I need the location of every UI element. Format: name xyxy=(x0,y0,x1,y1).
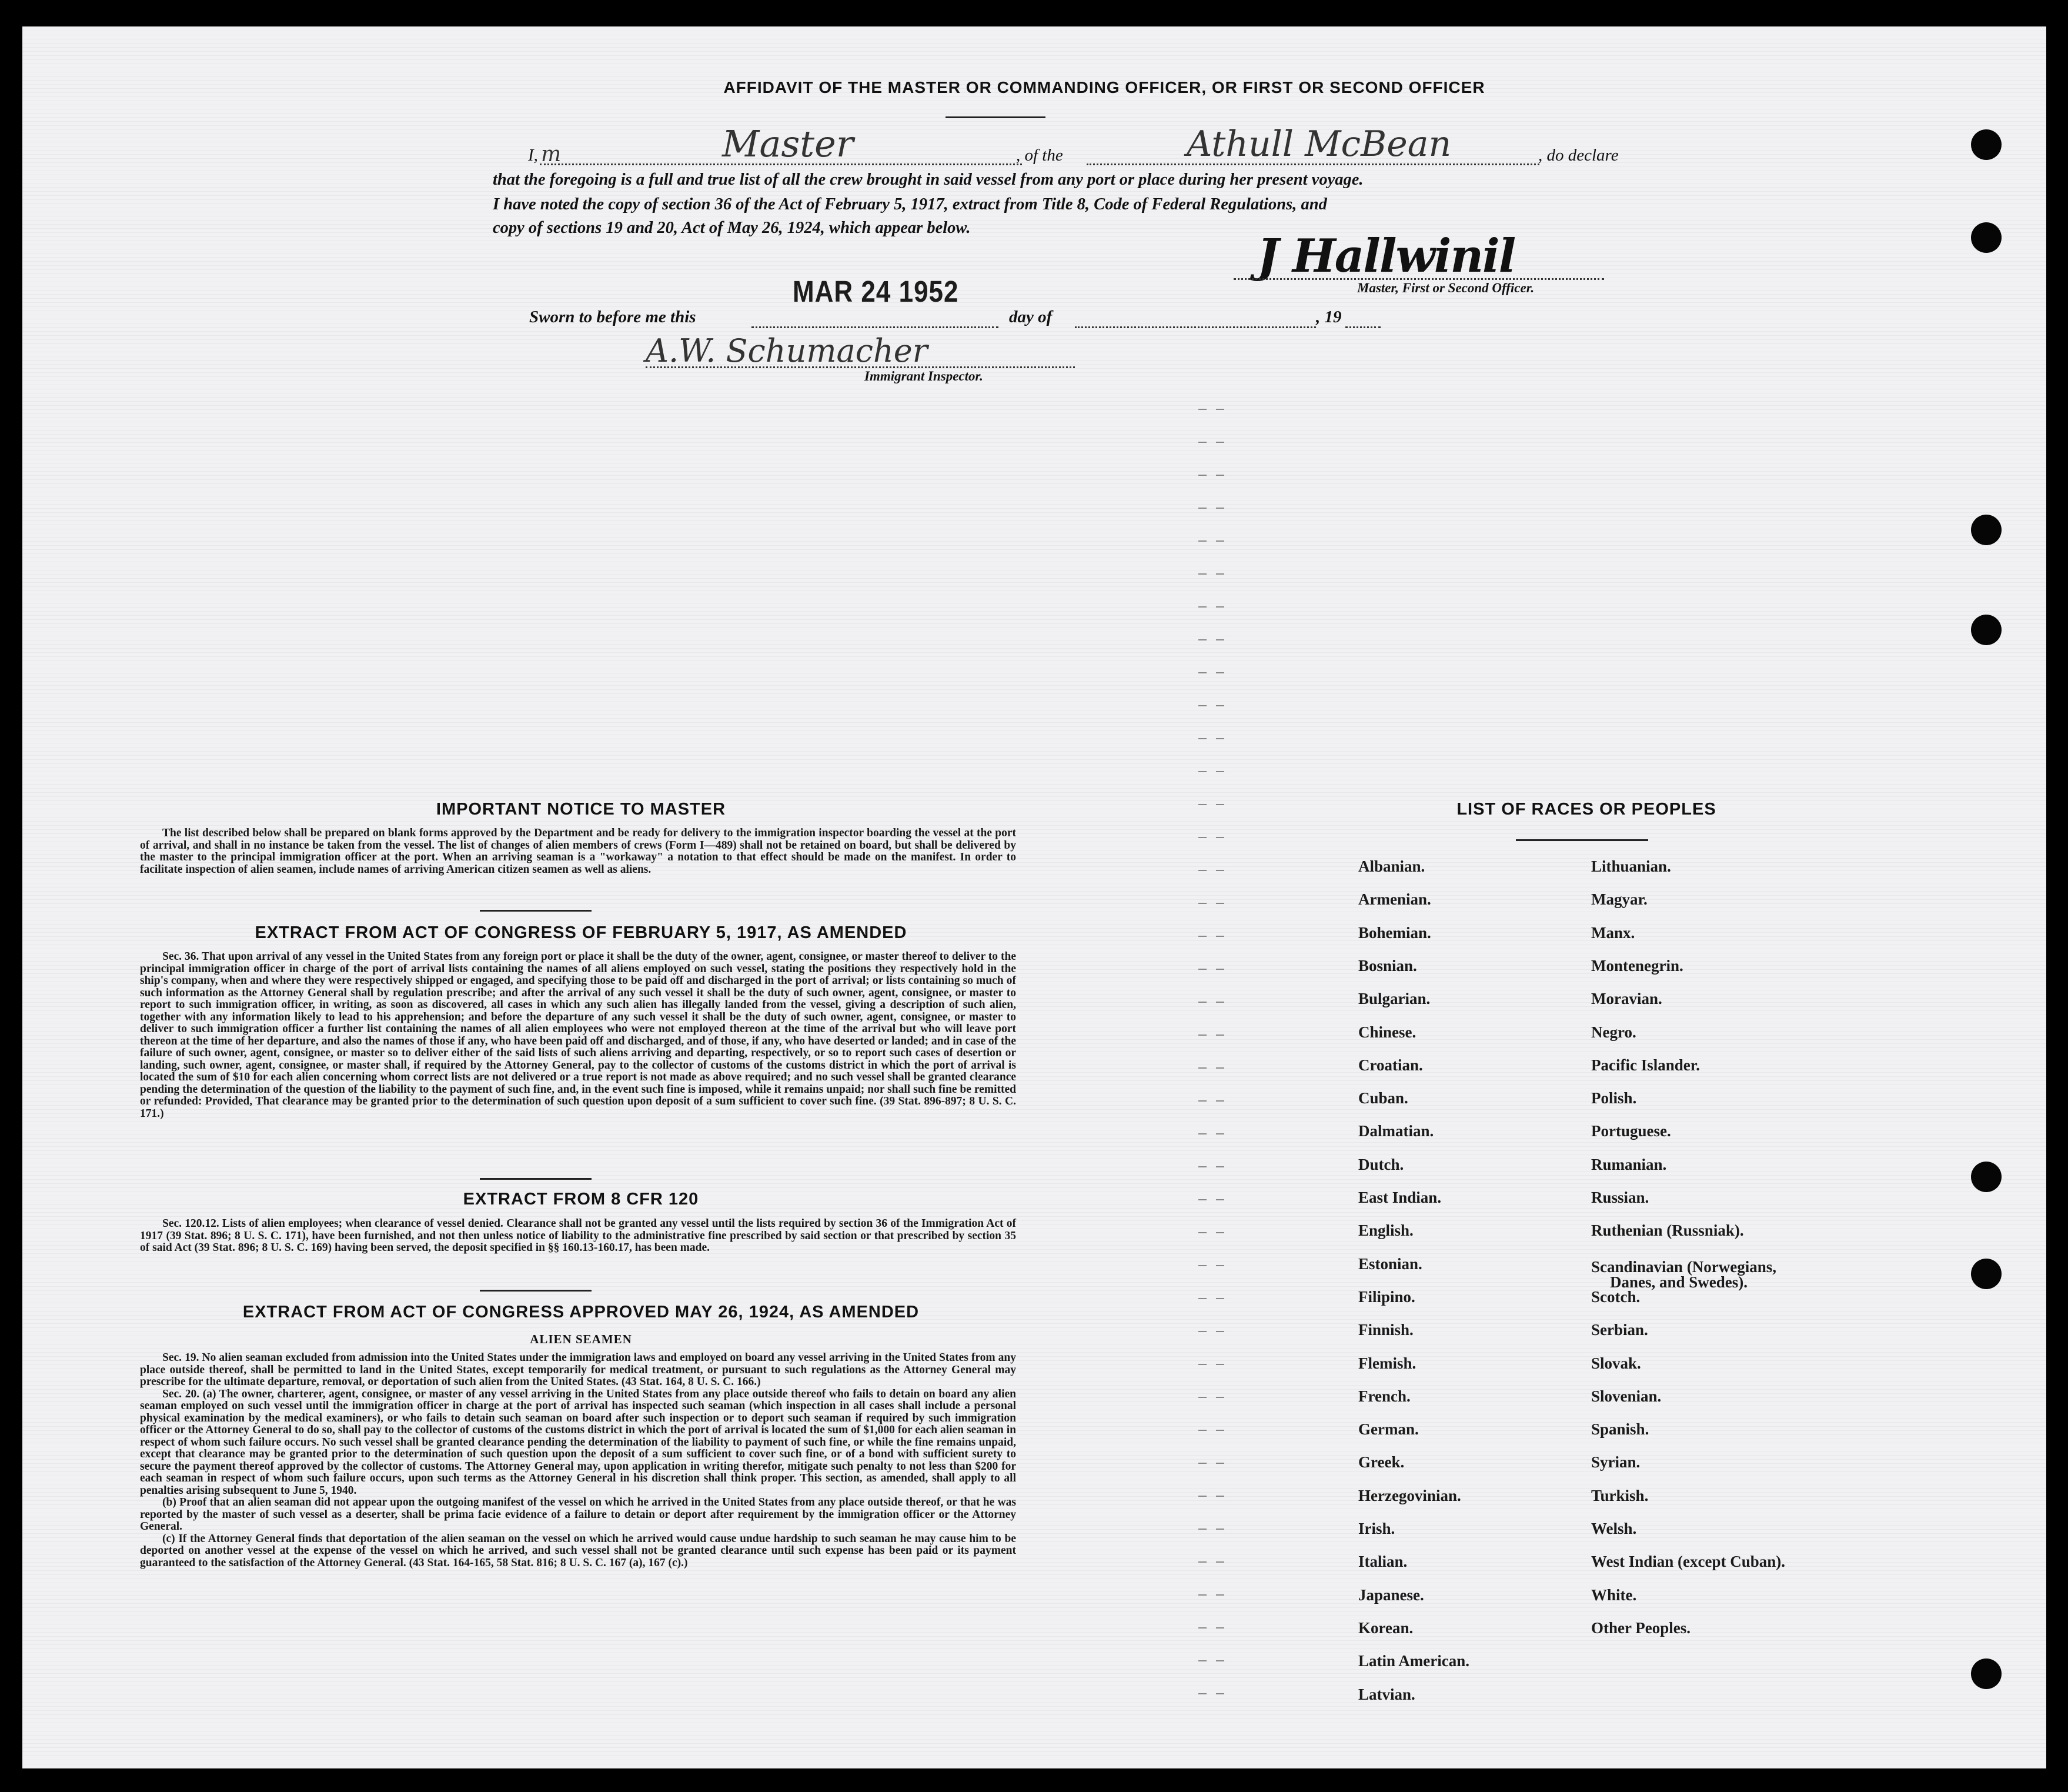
tick-mark xyxy=(1198,1199,1207,1200)
race-item: Moravian. xyxy=(1591,990,1662,1008)
tick-mark xyxy=(1198,1561,1207,1563)
sec20a-paragraph: Sec. 20. (a) The owner, charterer, agent, consignee, or master of any vessel arriving in the United States from any place outside thereof who fails to detain on board any alien seaman employed on such vessel until the immigration officer in charge at the port of arrival has inspected such seaman (which inspection in all cases shall include a personal physical examination by the medical examiners), or who fails to detain such seaman on board after such inspection or to deport such seaman if required by such immigration officer or the Attorney General to do so, shall pay to the collector of customs of the customs district in which the port of arrival is located the sum of $1,000 for each alien seaman in respect of whom such failure occurs. No such vessel shall be granted clearance pending the determination of the liability to payment of such fine, or while the fine remains unpaid, except that clearance may be granted prior to the determination of such question upon the deposit of a sum sufficient to cover such fine, or of a bond with sufficient surety to secure the payment thereof approved by the collector of customs. The Attorney General may, upon application in writing therefor, mitigate such penalty to not less than $200 for each seaman in respect of whom such failure occurs, upon such terms as the Attorney General in his discretion shall think proper. This section, as amended, shall apply to all penalties arising subsequent to June 5, 1940. xyxy=(140,1387,1016,1497)
race-item: Finnish. xyxy=(1358,1321,1414,1339)
race-item: Latin American. xyxy=(1358,1652,1469,1670)
tick-mark xyxy=(1216,409,1224,410)
tick-mark xyxy=(1216,1463,1224,1464)
tick-mark xyxy=(1198,705,1207,706)
race-item: Serbian. xyxy=(1591,1321,1648,1339)
tick-mark xyxy=(1216,639,1224,640)
race-item: German. xyxy=(1358,1420,1419,1439)
tick-mark xyxy=(1198,1002,1207,1003)
race-item: Filipino. xyxy=(1358,1287,1415,1306)
section-rule xyxy=(480,1290,592,1292)
race-item: Russian. xyxy=(1591,1189,1649,1206)
punch-hole xyxy=(1971,1259,2002,1289)
race-item: Slovak. xyxy=(1591,1354,1641,1372)
tick-mark xyxy=(1198,573,1207,575)
race-item: English. xyxy=(1358,1222,1414,1240)
tick-mark xyxy=(1198,1496,1207,1497)
tick-mark xyxy=(1198,1430,1207,1431)
master-caption: Master, First or Second Officer. xyxy=(1357,281,1535,295)
race-item: Cuban. xyxy=(1358,1089,1408,1107)
race-item: Danes, and Swedes). xyxy=(1610,1273,1748,1291)
races-title: LIST OF RACES OR PEOPLES xyxy=(1456,800,1716,819)
tick-mark xyxy=(1198,1529,1207,1530)
tick-mark xyxy=(1216,1430,1224,1431)
affidavit-line1 xyxy=(22,122,2046,171)
race-item: Scotch. xyxy=(1591,1287,1641,1306)
tick-mark xyxy=(1198,1627,1207,1629)
section-rule xyxy=(480,910,592,912)
tick-mark xyxy=(1216,1232,1224,1233)
tick-mark xyxy=(1216,573,1224,575)
tick-mark xyxy=(1216,738,1224,739)
tick-mark xyxy=(1216,1627,1224,1629)
race-item: West Indian (except Cuban). xyxy=(1591,1553,1786,1571)
extract-1924-text xyxy=(140,1352,1016,1569)
extract-cfr-title: EXTRACT FROM 8 CFR 120 xyxy=(463,1190,699,1209)
race-item: Magyar. xyxy=(1591,890,1648,909)
tick-mark xyxy=(1216,1397,1224,1398)
notice-text xyxy=(140,827,1016,876)
tick-mark xyxy=(1216,771,1224,772)
race-item: Bohemian. xyxy=(1358,923,1431,942)
tick-mark xyxy=(1216,1067,1224,1069)
race-item: Chinese. xyxy=(1358,1023,1416,1041)
tick-mark xyxy=(1216,1100,1224,1102)
affidavit-line4: copy of sections 19 and 20, Act of May 26, 1924, which appear below. xyxy=(493,219,971,237)
tick-mark xyxy=(1216,1364,1224,1365)
extract-1917-title: EXTRACT FROM ACT OF CONGRESS OF FEBRUARY 5, 1917, AS AMENDED xyxy=(255,923,907,942)
races-rule xyxy=(1516,839,1648,841)
punch-hole xyxy=(1971,1658,2002,1689)
tick-mark xyxy=(1198,508,1207,509)
tick-mark xyxy=(1198,903,1207,904)
sworn-day-of: day of xyxy=(1009,308,1053,326)
punch-hole xyxy=(1971,1162,2002,1192)
line1-prefix: I, xyxy=(528,146,538,165)
race-item: Turkish. xyxy=(1591,1486,1649,1504)
race-item: Montenegrin. xyxy=(1591,956,1683,975)
race-item: Syrian. xyxy=(1591,1453,1641,1471)
title-rule xyxy=(946,116,1045,118)
race-item: Portuguese. xyxy=(1591,1122,1671,1140)
tick-mark xyxy=(1216,705,1224,706)
tick-mark xyxy=(1198,936,1207,937)
race-item: Bulgarian. xyxy=(1358,990,1431,1008)
punch-hole xyxy=(1971,615,2002,645)
tick-mark xyxy=(1216,442,1224,443)
notice-paragraph: The list described below shall be prepared on blank forms approved by the Department and be ready for delivery to the immigration inspector boarding the vessel at the port of arrival, and shall in no instance be taken from the vessel. The list of changes of alien members of crews (Form I—489) shall not be retained on board, but shall be delivered by the master to the principal immigration officer at the port. When an arriving seaman is a "workaway" a notation to that effect should be made on the manifest. In order to facilitate inspection of alien seamen, include names of arriving American citizen seamen as well as aliens. xyxy=(140,827,1016,876)
tick-mark xyxy=(1216,1529,1224,1530)
tick-mark xyxy=(1198,738,1207,739)
tick-mark xyxy=(1198,409,1207,410)
tick-mark xyxy=(1198,837,1207,838)
tick-mark xyxy=(1216,1693,1224,1694)
tick-mark xyxy=(1216,903,1224,904)
tick-mark xyxy=(1216,1265,1224,1266)
race-item: Greek. xyxy=(1358,1453,1405,1471)
section-rule xyxy=(480,1178,592,1180)
race-item: Armenian. xyxy=(1358,890,1431,909)
tick-mark xyxy=(1198,771,1207,772)
tick-mark xyxy=(1216,804,1224,805)
tick-mark xyxy=(1198,1265,1207,1266)
race-item: Slovenian. xyxy=(1591,1387,1662,1405)
race-item: Japanese. xyxy=(1358,1586,1424,1604)
document-page xyxy=(22,26,2046,1768)
race-item: French. xyxy=(1358,1387,1411,1405)
tick-mark xyxy=(1216,1496,1224,1497)
race-item: Irish. xyxy=(1358,1520,1395,1537)
extract-cfr-text xyxy=(140,1218,1016,1254)
tick-mark xyxy=(1216,1561,1224,1563)
line1-initial: m xyxy=(541,142,562,166)
race-item: Welsh. xyxy=(1591,1520,1637,1537)
sworn-year: , 19 xyxy=(1316,308,1342,326)
tick-mark xyxy=(1198,1594,1207,1596)
tick-mark xyxy=(1198,639,1207,640)
race-item: Estonian. xyxy=(1358,1254,1422,1273)
tick-mark xyxy=(1198,1067,1207,1069)
race-item: Rumanian. xyxy=(1591,1155,1667,1173)
tick-mark xyxy=(1198,1133,1207,1134)
tick-mark xyxy=(1216,540,1224,542)
notice-title: IMPORTANT NOTICE TO MASTER xyxy=(436,800,726,819)
inspector-caption: Immigrant Inspector. xyxy=(864,369,983,383)
tick-mark xyxy=(1216,1298,1224,1299)
race-item: Scandinavian (Norwegians, xyxy=(1591,1258,1777,1276)
tick-mark xyxy=(1198,475,1207,476)
race-item: Korean. xyxy=(1358,1619,1414,1637)
sworn-prefix: Sworn to before me this xyxy=(529,308,696,326)
sec36-paragraph: Sec. 36. That upon arrival of any vessel in the United States from any foreign port or place it shall be the duty of the owner, agent, consignee, or master thereof to deliver to the principal immigration officer in charge of the port of arrival lists containing the names of all aliens employed on such vessel, stating the positions they respectively hold in the ship's company, when and where they were respectively shipped or engaged, and specifying those to be paid off and discharged in the port of arrival; or lists containing so much of such information as the Attorney General shall by regulation prescribe; and after the arrival of any such vessel it shall be the duty of such owner, agent, consignee, or master to report to such immigration officer, in writing, as soon as discovered, all cases in which any such alien has illegally landed from the vessel, giving a description of such alien, together with any information likely to lead to his apprehension; and before the departure of any such vessel it shall be the duty of such owner, agent, consignee, or master to deliver to such immigration officer a further list containing the names of all alien employees who were not employed thereon at the time of the arrival but who will leave port thereon at the time of her departure, and also the names of those if any, who have been paid off and discharged, and of those, if any, who have deserted or landed; and in case of the failure of such owner, agent, consignee, or master so to deliver either of the said lists of such aliens arriving and departing, respectively, or so to report such cases of desertion or landing, such owner, agent, consignee, or master shall, if required by the Attorney General, pay to the collector of customs of the customs district in which the port of arrival is located the sum of $10 for each alien concerning whom correct lists are not delivered or a true report is not made as above required; and no such vessel shall be granted clearance pending the determination of the question of the liability to the payment of such fine, and, in the event such fine is imposed, while it remains unpaid; nor shall such fine be remitted or refunded: Provided, That clearance may be granted prior to the determination of such question upon deposit of a sum sufficient to cover such fine. (39 Stat. 896-897; 8 U. S. C. 171.) xyxy=(140,950,1016,1120)
tick-mark xyxy=(1198,1035,1207,1036)
tick-mark xyxy=(1198,1166,1207,1167)
race-item: Dutch. xyxy=(1358,1155,1404,1173)
tick-mark xyxy=(1198,1660,1207,1661)
race-item: Ruthenian (Russniak). xyxy=(1591,1222,1744,1240)
tick-mark xyxy=(1216,508,1224,509)
tick-mark xyxy=(1198,1463,1207,1464)
line1-of-the: , of the xyxy=(1016,146,1063,165)
tick-mark xyxy=(1216,1594,1224,1596)
tick-mark xyxy=(1216,672,1224,673)
tick-mark xyxy=(1216,1002,1224,1003)
sec20c-paragraph: (c) If the Attorney General finds that deportation of the alien seaman on the vessel on which he arrived would cause undue hardship to such seaman he may cause him to be deported on another vessel at the expense of the vessel on which he arrived, and such vessel shall not be granted clearance until such expense has been paid or its payment guaranteed to the satisfaction of the Attorney General. (43 Stat. 164-165, 58 Stat. 816; 8 U. S. C. 167 (a), 167 (c).) xyxy=(140,1532,1016,1569)
race-item: Albanian. xyxy=(1358,857,1425,875)
tick-mark xyxy=(1198,1397,1207,1398)
date-stamp: MAR 24 1952 xyxy=(793,275,959,309)
affidavit-line3: I have noted the copy of section 36 of the Act of February 5, 1917, extract from Title 8, Code of Federal Regulations, and xyxy=(493,195,1327,213)
tick-mark xyxy=(1198,442,1207,443)
race-item: Other Peoples. xyxy=(1591,1619,1691,1637)
extract-1917-text xyxy=(140,951,1016,1120)
tick-mark xyxy=(1198,870,1207,871)
race-item: Manx. xyxy=(1591,923,1635,942)
tick-mark xyxy=(1198,672,1207,673)
tick-mark xyxy=(1216,969,1224,970)
race-item: Latvian. xyxy=(1358,1685,1415,1703)
inspector-signature: A.W. Schumacher xyxy=(646,332,928,369)
race-item: Polish. xyxy=(1591,1089,1637,1107)
tick-mark xyxy=(1198,1364,1207,1365)
tick-mark xyxy=(1216,936,1224,937)
tick-mark xyxy=(1198,1232,1207,1233)
race-item: White. xyxy=(1591,1586,1637,1604)
tick-mark xyxy=(1216,1199,1224,1200)
tick-mark xyxy=(1216,837,1224,838)
tick-mark xyxy=(1198,1298,1207,1299)
tick-mark xyxy=(1216,1166,1224,1167)
race-item: Pacific Islander. xyxy=(1591,1056,1700,1074)
race-item: Bosnian. xyxy=(1358,956,1417,975)
race-item: Croatian. xyxy=(1358,1056,1423,1074)
sec19-paragraph: Sec. 19. No alien seaman excluded from admission into the United States under the immigration laws and employed on board any vessel arriving in the United States from any place outside thereof, shall be permitted to land in the United States, except temporarily for medical treatment, or pursuant to such regulations as the Attorney General may prescribe for the ultimate departure, removal, or deportation of such alien from the United States. (43 Stat. 164, 8 U. S. C. 166.) xyxy=(140,1351,1016,1388)
tick-mark xyxy=(1216,1133,1224,1134)
extract-1924-title: EXTRACT FROM ACT OF CONGRESS APPROVED MAY 26, 1924, AS AMENDED xyxy=(242,1303,920,1322)
tick-mark xyxy=(1198,540,1207,542)
race-item: Italian. xyxy=(1358,1553,1408,1571)
tick-mark xyxy=(1216,606,1224,608)
race-item: Lithuanian. xyxy=(1591,857,1671,875)
tick-mark xyxy=(1198,969,1207,970)
tick-mark xyxy=(1198,1100,1207,1102)
master-signature: J Hallwinil xyxy=(1257,229,1515,283)
alien-seamen-subtitle: ALIEN SEAMEN xyxy=(530,1332,632,1346)
punch-hole xyxy=(1971,222,2002,253)
tick-mark xyxy=(1198,1331,1207,1332)
vessel-name-handwritten: Athull McBean xyxy=(1187,124,1452,165)
tick-mark xyxy=(1198,606,1207,608)
sec120-paragraph: Sec. 120.12. Lists of alien employees; when clearance of vessel denied. Clearance shall not be granted any vessel until the lists required by section 36 of the Immigration Act of 1917 (39 Stat. 896; 8 U. S. C. 171), have been furnished, and not then unless notice of liability to the administrative fine prescribed by said section or that prescribed by section 35 of said Act (39 Stat. 896; 8 U. S. C. 169) having been served, the deposit specified in §§ 160.13-160.17, has been made. xyxy=(140,1217,1016,1254)
tick-mark xyxy=(1198,804,1207,805)
tick-mark xyxy=(1216,870,1224,871)
sec20b-paragraph: (b) Proof that an alien seaman did not appear upon the outgoing manifest of the vessel on which he arrived in the United States from any place outside thereof, or that he was reported by the master of such vessel as a deserter, shall be prima facie evidence of a failure to detain or deport after requirement by the immigration officer or the Attorney General. xyxy=(140,1496,1016,1533)
race-item: Flemish. xyxy=(1358,1354,1416,1372)
role-handwritten: Master xyxy=(722,122,854,165)
affidavit-line2: that the foregoing is a full and true list of all the crew brought in said vessel from any port or place during her present voyage. xyxy=(493,171,1364,189)
tick-mark xyxy=(1216,475,1224,476)
race-item: Negro. xyxy=(1591,1023,1636,1041)
punch-hole xyxy=(1971,515,2002,545)
tick-mark xyxy=(1216,1035,1224,1036)
tick-mark xyxy=(1198,1693,1207,1694)
affidavit-title: AFFIDAVIT OF THE MASTER OR COMMANDING OFFICER, OR FIRST OR SECOND OFFICER xyxy=(723,78,1485,96)
tick-mark xyxy=(1216,1660,1224,1661)
race-item: Herzegovinian. xyxy=(1358,1486,1461,1504)
race-item: Dalmatian. xyxy=(1358,1122,1434,1140)
race-item: East Indian. xyxy=(1358,1189,1442,1206)
race-item: Spanish. xyxy=(1591,1420,1649,1439)
tick-mark xyxy=(1216,1331,1224,1332)
line1-suffix: , do declare xyxy=(1538,146,1619,165)
